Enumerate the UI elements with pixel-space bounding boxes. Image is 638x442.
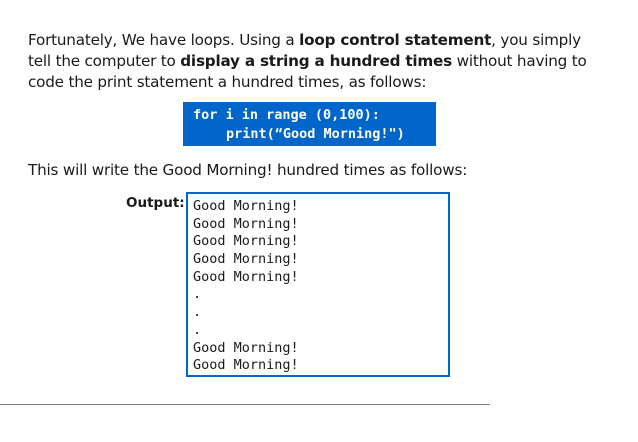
- output-line: Good Morning!: [193, 233, 299, 250]
- intro-bold-display-string: display a string a hundred times: [180, 52, 452, 70]
- intro-text-1: Fortunately, We have loops. Using a: [28, 31, 300, 49]
- output-line: Good Morning!: [193, 339, 299, 356]
- output-box: [186, 192, 450, 377]
- output-ellipsis-dot: .: [193, 304, 202, 321]
- intro-text-3: without having to code the print statement a hundred times, as follows:: [28, 52, 587, 91]
- code-line-for: for i in range (0,100):: [193, 107, 380, 123]
- output-ellipsis-dot: .: [193, 321, 202, 338]
- output-label: Output:: [126, 195, 185, 211]
- output-line: Good Morning!: [193, 215, 299, 232]
- intro-text-2: , you simply tell the computer to: [28, 31, 581, 70]
- intro-paragraph: [28, 30, 608, 93]
- output-line: Good Morning!: [193, 268, 299, 285]
- code-block: [183, 102, 436, 146]
- code-line-print: print(“Good Morning!"): [226, 126, 405, 142]
- output-line: Good Morning!: [193, 198, 299, 214]
- output-line: Good Morning!: [193, 357, 299, 374]
- output-ellipsis-dot: .: [193, 286, 202, 303]
- follow-text: This will write the Good Morning! hundred times as follows:: [28, 161, 468, 179]
- footer-divider: [0, 404, 490, 405]
- output-line: Good Morning!: [193, 251, 299, 268]
- intro-bold-loop-control: loop control statement: [299, 31, 492, 49]
